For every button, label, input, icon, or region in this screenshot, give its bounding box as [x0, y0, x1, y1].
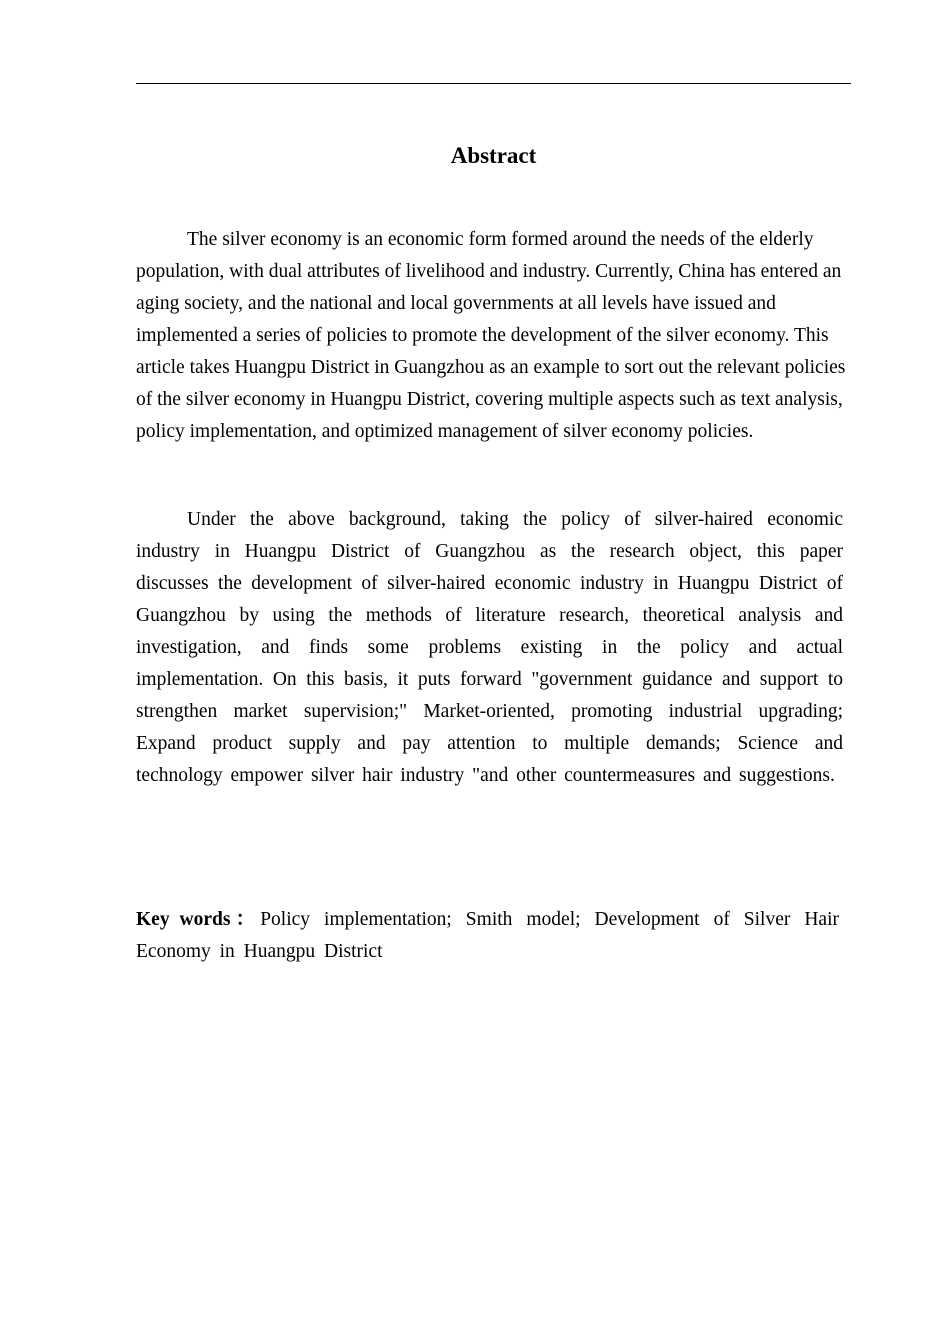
abstract-title: Abstract: [450, 143, 537, 168]
abstract-paragraph-1: The silver economy is an economic form formed around the needs of the elderly population, with dual attributes of livelihood and industry. Currently, China has entered an aging society, and the national and local governments at all levels have issued and implemented a series of policies to promote the development of the silver economy. This article takes Huangpu District in Guangzhou as an example to sort out the relevant policies of the silver economy in Huangpu District, covering multiple aspects such as text analysis, policy implementation, and optimized management of silver economy policies.: [136, 229, 846, 442]
header-rule: [136, 83, 851, 84]
keywords-text: Policy implementation; Smith model; Development of Silver Hair Economy in Huangpu District: [136, 909, 840, 962]
keywords-label: Key words：: [136, 909, 261, 930]
abstract-paragraph-2: Under the above background, taking the policy of silver-haired economic industry in Huangpu District of Guangzhou as the research object, this paper discusses the development of silver-haired economic industry in Huangpu District of Guangzhou by using the methods of literature research, theoretical analysis and investigation, and finds some problems existing in the policy and actual implementation. On this basis, it puts forward "government guidance and support to strengthen market supervision;" Market-oriented, promoting industrial upgrading; Expand product supply and pay attention to multiple demands; Science and technology empower silver hair industry "and other countermeasures and suggestions.: [136, 509, 843, 786]
keywords-line: [136, 904, 839, 968]
